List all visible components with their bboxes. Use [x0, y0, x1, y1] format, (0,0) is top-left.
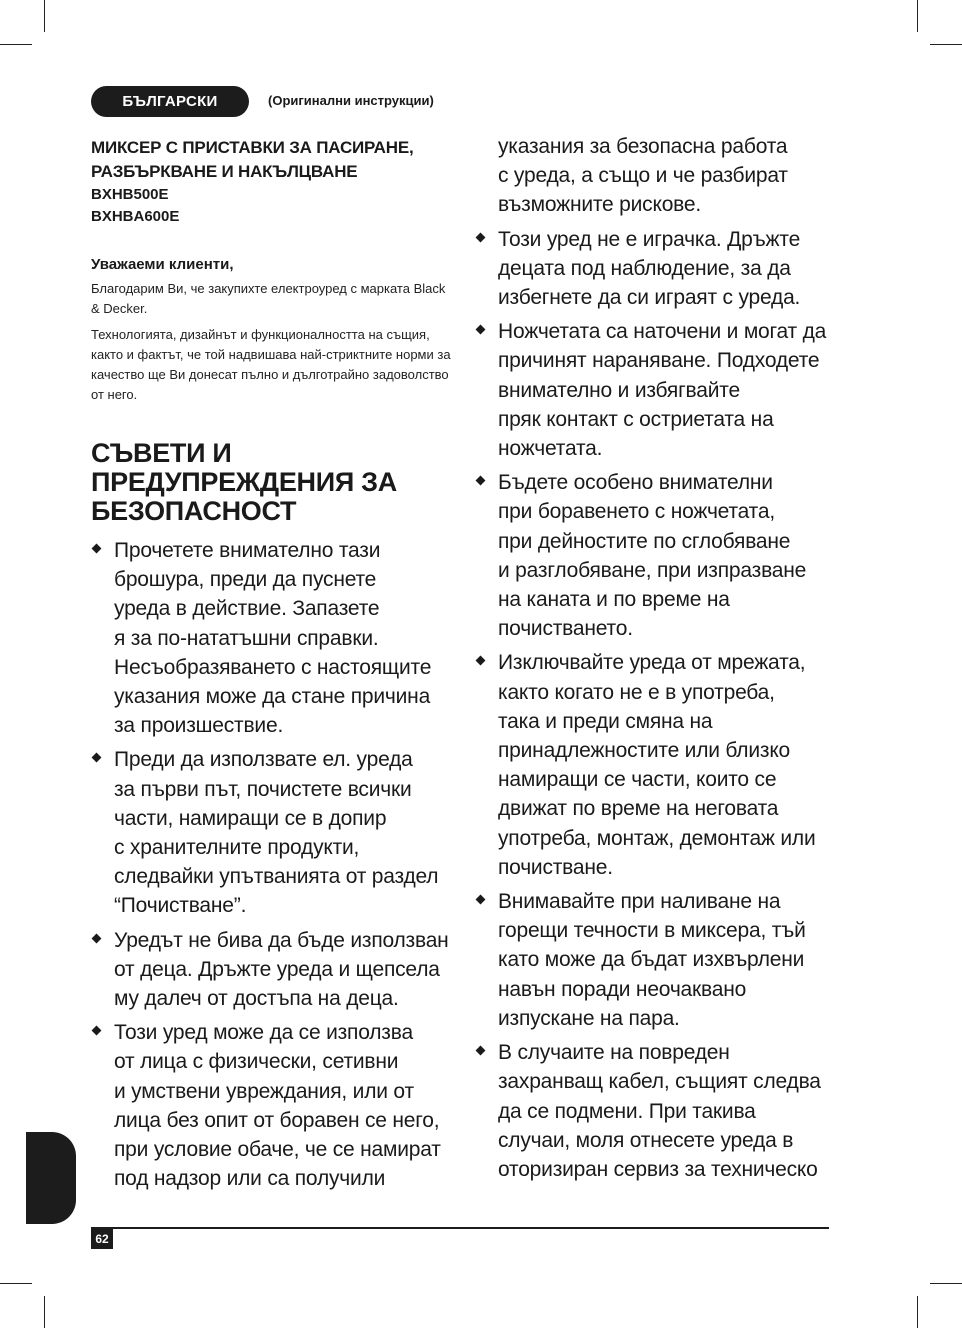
- diamond-bullet-icon: [92, 1026, 102, 1036]
- diamond-bullet-icon: [92, 544, 102, 554]
- safety-bullet: [475, 648, 835, 882]
- bullet-text: Преди да използвате ел. уреда за първи път, почистете всички части, намиращи се в допир с хранителните продукти, следвайки упътванията от раздел “Почистване”.: [114, 748, 439, 918]
- crop-mark: [930, 44, 962, 45]
- bullet-continuation: указания за безопасна работа с уреда, а също и че разбират възможните рискове.: [498, 135, 788, 217]
- bullet-text: Прочетете внимателно тази брошура, преди да пуснете уреда в действие. Запазете я за по-нататъшни справки. Несъобразяването с настоящите указания може да стане причина за произшествие.: [114, 539, 432, 738]
- greeting: Уважаеми клиенти,: [91, 256, 234, 273]
- language-badge: БЪЛГАРСКИ: [91, 86, 249, 117]
- bullet-text: Ножчетата са наточени и могат да причинят нараняване. Подходете внимателно и избягвайте пряк контакт с остриетата на ножчетата.: [498, 320, 827, 461]
- diamond-bullet-icon: [476, 656, 486, 666]
- safety-bullet: [475, 887, 835, 1033]
- crop-mark: [930, 1283, 962, 1284]
- heading-line: СЪВЕТИ И: [91, 438, 232, 468]
- intro-paragraph: Благодарим Ви, че закупихте електроуред с марката Black & Decker.: [91, 281, 446, 316]
- bullet-text: Бъдете особено внимателни при боравенето с ножчетата, при дейностите по сглобяване и разглобяване, при изпразване на каната и по време на почистването.: [498, 471, 807, 641]
- heading-line: БЕЗОПАСНОСТ: [91, 496, 297, 526]
- crop-mark: [44, 0, 45, 32]
- diamond-bullet-icon: [476, 895, 486, 905]
- safety-bullet: [91, 926, 451, 1014]
- bullet-text: Изключвайте уреда от мрежата, както когато не е в употреба, така и преди смяна на принадлежностите или близко намиращи се части, които се движат по време на неговата употреба, монтаж, демонтаж или почистване.: [498, 651, 816, 879]
- model-number: BXHBA600E: [91, 208, 180, 225]
- bullet-text: Внимавайте при наливане на горещи течности в миксера, тъй като може да бъдат изхвърлени навън поради неочаквано изпускане на пара.: [498, 890, 806, 1030]
- bullet-text: Този уред не е играчка. Дръжте децата под наблюдение, за да избегнете да си играят с уреда.: [498, 227, 801, 310]
- crop-mark: [0, 44, 32, 45]
- original-instructions-label: (Оригинални инструкции): [268, 93, 434, 108]
- diamond-bullet-icon: [476, 1046, 486, 1056]
- crop-mark: [917, 0, 918, 32]
- diamond-bullet-icon: [92, 933, 102, 943]
- safety-bullet: [475, 1038, 835, 1184]
- diamond-bullet-icon: [476, 325, 486, 335]
- diamond-bullet-icon: [92, 753, 102, 763]
- crop-mark: [44, 1296, 45, 1328]
- right-column: [475, 132, 835, 1189]
- bullet-text: Този уред може да се използва от лица с физически, сетивни и умствени увреждания, или от лица без опит от боравен се него, при условие обаче, че се намират под надзор или са получили: [114, 1021, 441, 1191]
- bullet-text: Уредът не бива да бъде използван от деца. Дръжте уреда и щепсела му далеч от достъпа на деца.: [114, 928, 449, 1011]
- bullet-text: В случаите на повреден захранващ кабел, същият следва да се подмени. При такива случаи, моля отнесете уреда в оторизиран сервиз за техническо: [498, 1041, 821, 1181]
- page-number: 62: [91, 1229, 113, 1249]
- footer-rule: [91, 1227, 829, 1229]
- crop-mark: [917, 1296, 918, 1328]
- safety-bullet: [91, 1018, 451, 1193]
- diamond-bullet-icon: [476, 476, 486, 486]
- safety-bullet: [91, 536, 451, 740]
- crop-mark: [0, 1283, 32, 1284]
- heading-line: ПРЕДУПРЕЖДЕНИЯ ЗА: [91, 467, 397, 497]
- diamond-bullet-icon: [476, 232, 486, 242]
- section-heading: [91, 439, 451, 526]
- safety-bullet: [475, 468, 835, 643]
- product-title-line1: МИКСЕР С ПРИСТАВКИ ЗА ПАСИРАНЕ,: [91, 138, 414, 157]
- safety-bullet: [475, 317, 835, 463]
- safety-bullet: [91, 745, 451, 920]
- side-thumb-tab: [26, 1132, 76, 1224]
- intro-paragraph: Технологията, дизайнът и функционалността на същия, както и фактът, че той надвишава най-стриктните норми за качество ще Ви донесат пълно и дълготрайно задоволство от него.: [91, 327, 451, 402]
- model-number: BXHB500E: [91, 186, 169, 203]
- left-column: [91, 136, 451, 1198]
- product-title-line2: РАЗБЪРКВАНЕ И НАКЪЛЦВАНЕ: [91, 162, 358, 181]
- safety-bullet: [475, 225, 835, 313]
